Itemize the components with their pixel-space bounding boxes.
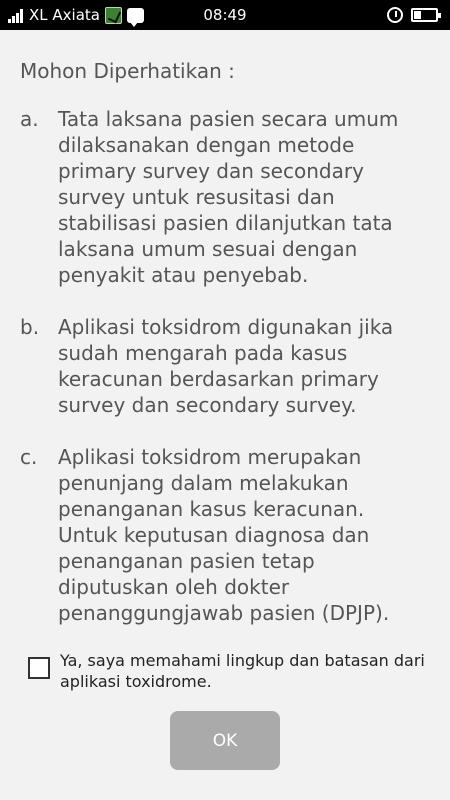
notice-text: Tata laksana pasien secara umum dilaksanakan dengan metode primary survey dan secondary survey untuk resusitasi dan stabilisasi pasien dilanjutkan tata laksana umum sesuai dengan penyakit atau penyebab. (58, 107, 399, 287)
agreement-row[interactable] (28, 650, 428, 692)
ok-button[interactable]: OK (170, 711, 280, 770)
disclaimer-screen (0, 30, 450, 800)
dialog-heading: Mohon Diperhatikan : (20, 59, 235, 83)
status-bar (0, 0, 450, 30)
status-right-group (387, 6, 438, 24)
notice-item-a (20, 106, 435, 288)
agreement-label[interactable]: Ya, saya memahami lingkup dan batasan dari aplikasi toxidrome. (60, 651, 425, 691)
notice-item-b (20, 314, 435, 418)
status-clock: 08:49 (203, 6, 247, 24)
notice-text: Aplikasi toksidrom digunakan jika sudah mengarah pada kasus keracunan berdasarkan primary survey dan secondary survey. (58, 315, 394, 417)
notice-marker: b. (20, 315, 40, 339)
alarm-icon (387, 7, 403, 23)
battery-icon (411, 8, 438, 22)
agreement-checkbox[interactable] (28, 657, 50, 679)
notice-item-c (20, 444, 435, 626)
carrier-name: XL Axiata (29, 6, 100, 24)
battery-level-fill (414, 11, 421, 19)
notice-marker: c. (20, 445, 38, 469)
notice-marker: a. (20, 107, 39, 131)
notice-text: Aplikasi toksidrom merupakan penunjang dalam melakukan penanganan kasus keracunan. Untuk keputusan diagnosa dan penanganan pasien tetap diputuskan oleh dokter penanggungjawab pasien (DPJP). (58, 445, 390, 625)
